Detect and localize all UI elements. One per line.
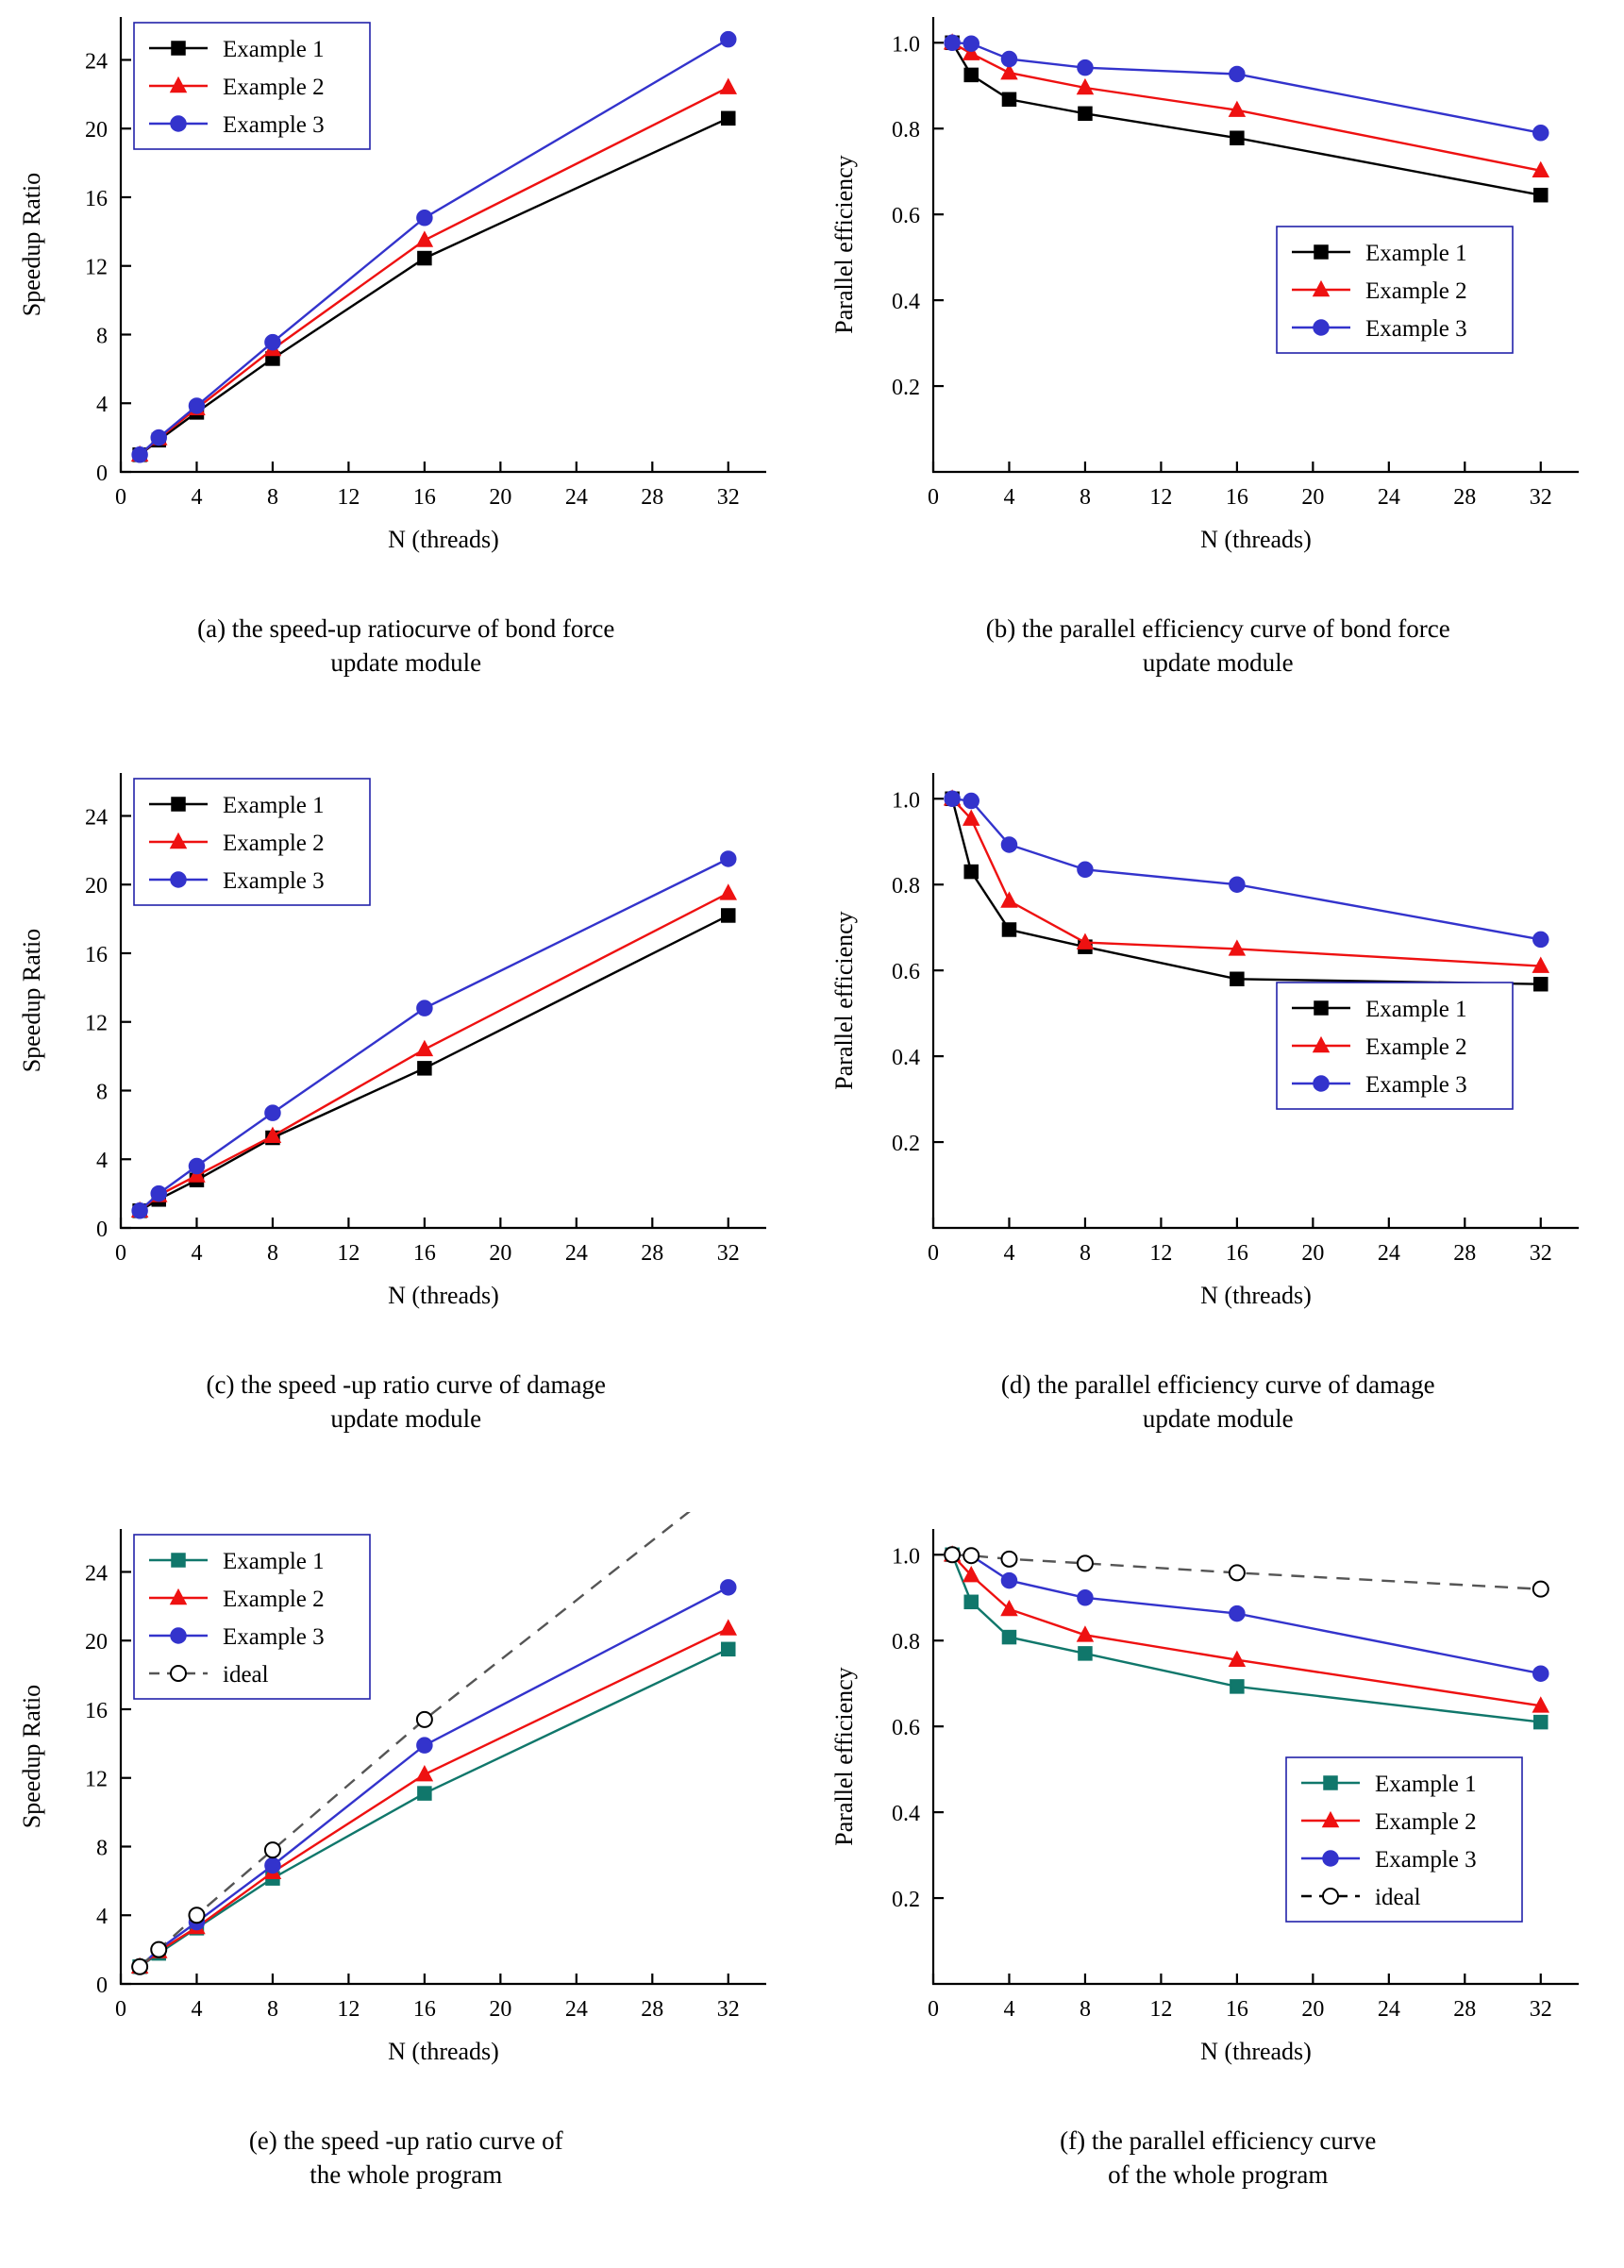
series-1-marker (1078, 107, 1091, 120)
x-tick-label: 16 (1225, 1241, 1248, 1266)
y-tick-label: 4 (96, 1149, 108, 1174)
y-axis-title: Parallel efficiency (829, 1667, 858, 1846)
series-3-marker (189, 1159, 204, 1174)
legend-label: Example 3 (1364, 316, 1467, 342)
x-tick-label: 4 (191, 485, 203, 510)
x-tick-label: 28 (1452, 1997, 1476, 2022)
x-tick-label: 32 (716, 485, 740, 510)
y-axis-title: Speedup Ratio (18, 928, 45, 1073)
x-tick-label: 4 (191, 1241, 203, 1266)
legend (134, 23, 370, 149)
series-3-marker (265, 1105, 280, 1120)
caption-d-line2: update module (1142, 1404, 1294, 1434)
series-3-marker (945, 791, 960, 806)
series-3-marker (1532, 126, 1548, 141)
series-3-marker (721, 32, 736, 47)
series-line-4 (952, 1554, 1541, 1588)
series-3-marker (1229, 1606, 1244, 1621)
series-2-marker (721, 79, 736, 93)
series-3-marker (151, 1186, 166, 1201)
series-2-marker (417, 232, 432, 246)
x-tick-label: 20 (489, 1997, 512, 2022)
legend-label: Example 2 (1364, 278, 1467, 304)
y-tick-label: 0.2 (891, 376, 920, 401)
x-axis-title: N (threads) (388, 526, 499, 553)
series-line-1 (140, 118, 728, 455)
legend-label: Example 3 (223, 112, 325, 138)
x-tick-label: 32 (1529, 485, 1552, 510)
x-tick-label: 8 (1079, 1241, 1091, 1266)
x-tick-label: 0 (115, 1997, 126, 2022)
series-4-marker (1532, 1582, 1548, 1597)
x-tick-label: 12 (1148, 1997, 1172, 2022)
series-3-marker (132, 447, 147, 462)
legend-marker (171, 872, 186, 887)
chart-e (0, 1512, 812, 2116)
y-tick-label: 24 (85, 49, 108, 75)
x-tick-label: 12 (337, 1241, 360, 1266)
series-3-marker (417, 1000, 432, 1016)
series-4-marker (132, 1959, 147, 1974)
x-axis-title: N (threads) (1199, 526, 1312, 553)
series-2-marker (721, 885, 736, 899)
series-1-marker (722, 111, 735, 125)
legend-marker (172, 42, 185, 55)
series-1-marker (418, 1062, 431, 1075)
series-3-marker (1001, 52, 1016, 67)
legend (1277, 983, 1513, 1109)
y-tick-label: 0.2 (891, 1888, 920, 1913)
series-3-marker (1532, 1666, 1548, 1681)
x-tick-label: 20 (489, 485, 512, 510)
series-2-marker (721, 1621, 736, 1635)
legend-label: ideal (223, 1662, 269, 1688)
y-tick-label: 24 (85, 805, 108, 831)
x-tick-label: 28 (641, 1997, 664, 2022)
y-tick-label: 0.8 (891, 1630, 920, 1655)
y-tick-label: 24 (85, 1561, 108, 1587)
series-4-marker (945, 1547, 960, 1562)
caption-e (0, 2124, 812, 2192)
legend (134, 779, 370, 905)
y-tick-label: 0.6 (891, 204, 920, 229)
series-3-marker (417, 1738, 432, 1753)
x-tick-label: 12 (337, 485, 360, 510)
legend-label: Example 3 (223, 868, 325, 894)
x-tick-label: 8 (266, 485, 278, 510)
x-tick-label: 32 (1529, 1997, 1552, 2022)
legend-label: Example 1 (223, 1549, 325, 1574)
x-axis-title: N (threads) (388, 2038, 499, 2065)
chart-c (0, 756, 812, 1360)
x-tick-label: 0 (927, 485, 939, 510)
y-axis-title: Speedup Ratio (18, 1684, 45, 1829)
x-tick-label: 16 (1225, 485, 1248, 510)
y-tick-label: 0 (96, 1974, 108, 1998)
x-axis-title: N (threads) (388, 1282, 499, 1309)
caption-b-line2: update module (1142, 648, 1294, 678)
caption-c (0, 1368, 812, 1436)
y-tick-label: 0.4 (891, 1802, 920, 1827)
x-tick-label: 12 (1148, 1241, 1172, 1266)
series-1-marker (1002, 1631, 1015, 1644)
caption-a-line2: update module (330, 648, 482, 678)
x-tick-label: 8 (266, 1241, 278, 1266)
legend-label: ideal (1374, 1885, 1421, 1910)
y-tick-label: 8 (96, 1080, 108, 1105)
series-3-marker (721, 851, 736, 866)
series-1-marker (964, 68, 978, 81)
chart-a (0, 0, 812, 604)
y-tick-label: 20 (85, 118, 108, 143)
y-tick-label: 4 (96, 1905, 108, 1930)
caption-b (812, 612, 1624, 680)
series-3-marker (189, 398, 204, 413)
panel-d (812, 756, 1624, 1512)
panel-b (812, 0, 1624, 756)
series-1-marker (1078, 1647, 1091, 1660)
series-1-marker (418, 252, 431, 265)
panel-c (0, 756, 812, 1512)
x-tick-label: 8 (1079, 1997, 1091, 2022)
legend-label: Example 3 (1374, 1847, 1477, 1873)
series-3-marker (721, 1580, 736, 1595)
x-tick-label: 16 (1225, 1997, 1248, 2022)
caption-d (812, 1368, 1624, 1436)
x-tick-label: 16 (412, 1997, 436, 2022)
series-3-marker (963, 794, 979, 809)
series-3-marker (417, 210, 432, 226)
series-1-marker (1230, 972, 1243, 985)
x-tick-label: 32 (1529, 1241, 1552, 1266)
series-4-marker (151, 1942, 166, 1957)
series-line-1 (952, 42, 1541, 194)
series-1-marker (1002, 923, 1015, 936)
y-tick-label: 1.0 (891, 788, 920, 814)
plot-area (18, 17, 766, 553)
caption-a-line1: (a) the speed-up ratiocurve of bond force (197, 614, 615, 643)
series-line-1 (952, 798, 1541, 983)
x-tick-label: 16 (412, 485, 436, 510)
legend-marker (1323, 1889, 1338, 1904)
x-tick-label: 4 (1002, 1241, 1014, 1266)
y-tick-label: 0.8 (891, 118, 920, 143)
legend-label: Example 1 (223, 793, 325, 818)
legend-marker (1314, 1076, 1329, 1091)
x-tick-label: 4 (1002, 485, 1014, 510)
y-tick-label: 0 (96, 462, 108, 486)
series-line-2 (952, 798, 1541, 966)
legend-marker (171, 116, 186, 131)
y-axis-title: Parallel efficiency (829, 911, 858, 1090)
x-tick-label: 0 (927, 1241, 939, 1266)
legend-label: Example 2 (223, 75, 325, 100)
legend-label: Example 1 (1374, 1772, 1477, 1797)
x-tick-label: 20 (1300, 1997, 1324, 2022)
series-1-marker (964, 1595, 978, 1608)
y-tick-label: 12 (85, 1767, 108, 1792)
x-tick-label: 8 (266, 1997, 278, 2022)
series-2-marker (1001, 893, 1016, 907)
caption-b-line1: (b) the parallel efficiency curve of bond force (985, 614, 1450, 643)
chart-f (812, 1512, 1624, 2116)
legend-marker (1323, 1851, 1338, 1866)
caption-a (0, 612, 812, 680)
x-tick-label: 28 (1452, 485, 1476, 510)
y-tick-label: 1.0 (891, 32, 920, 58)
y-tick-label: 16 (85, 1698, 108, 1723)
series-4-marker (1001, 1552, 1016, 1567)
series-1-marker (964, 865, 978, 879)
legend-marker (172, 798, 185, 811)
legend-marker (171, 1666, 186, 1681)
x-tick-label: 28 (641, 485, 664, 510)
series-3-marker (151, 430, 166, 445)
x-tick-label: 24 (1377, 485, 1400, 510)
y-tick-label: 0.6 (891, 1716, 920, 1741)
x-tick-label: 28 (1452, 1241, 1476, 1266)
y-tick-label: 16 (85, 186, 108, 211)
legend-label: Example 2 (223, 1587, 325, 1612)
legend-label: Example 1 (1364, 241, 1467, 266)
x-tick-label: 12 (337, 1997, 360, 2022)
caption-e-line2: the whole program (310, 2160, 503, 2190)
legend-marker (1314, 245, 1328, 259)
series-3-marker (265, 1857, 280, 1873)
y-tick-label: 0.2 (891, 1132, 920, 1157)
legend-label: Example 2 (1364, 1034, 1467, 1060)
x-tick-label: 20 (1300, 485, 1324, 510)
legend-marker (1314, 320, 1329, 335)
x-tick-label: 24 (1377, 1241, 1400, 1266)
series-4-marker (417, 1712, 432, 1727)
x-tick-label: 0 (115, 485, 126, 510)
series-1-marker (418, 1787, 431, 1800)
y-tick-label: 0 (96, 1218, 108, 1242)
series-3-marker (1229, 877, 1244, 892)
y-tick-label: 20 (85, 1630, 108, 1655)
series-4-marker (1077, 1555, 1092, 1571)
series-3-marker (1001, 1573, 1016, 1588)
x-tick-label: 0 (115, 1241, 126, 1266)
series-3-marker (1001, 837, 1016, 852)
x-tick-label: 24 (564, 1241, 588, 1266)
caption-c-line2: update module (330, 1404, 482, 1434)
x-tick-label: 8 (1079, 485, 1091, 510)
x-axis-title: N (threads) (1199, 2038, 1312, 2065)
x-tick-label: 28 (641, 1241, 664, 1266)
y-tick-label: 8 (96, 1836, 108, 1861)
legend-marker (172, 1554, 185, 1567)
series-1-marker (722, 909, 735, 922)
legend-label: Example 3 (1364, 1072, 1467, 1098)
series-line-1 (952, 1554, 1541, 1722)
x-tick-label: 20 (1300, 1241, 1324, 1266)
series-3-marker (1077, 862, 1092, 877)
plot-area (18, 773, 766, 1309)
legend-label: Example 1 (1364, 997, 1467, 1022)
y-tick-label: 0.6 (891, 960, 920, 985)
series-4-marker (1229, 1565, 1244, 1580)
y-tick-label: 12 (85, 255, 108, 280)
series-1-marker (1002, 92, 1015, 106)
series-3-marker (1532, 932, 1548, 947)
y-tick-label: 20 (85, 874, 108, 899)
legend-label: Example 2 (1374, 1809, 1477, 1835)
legend-label: Example 2 (223, 831, 325, 856)
y-tick-label: 0.4 (891, 290, 920, 315)
y-axis-title: Speedup Ratio (18, 172, 45, 317)
legend-marker (1324, 1776, 1337, 1789)
series-2-marker (417, 1767, 432, 1781)
legend-marker (171, 1628, 186, 1643)
caption-f (812, 2124, 1624, 2192)
panel-a (0, 0, 812, 756)
x-tick-label: 4 (191, 1997, 203, 2022)
series-3-marker (265, 335, 280, 350)
series-4-marker (265, 1842, 280, 1857)
series-1-marker (1533, 189, 1547, 202)
legend (1277, 227, 1513, 353)
series-4-marker (963, 1548, 979, 1563)
y-axis-title: Parallel efficiency (829, 155, 858, 334)
series-line-1 (140, 916, 728, 1211)
plot-area (18, 1512, 766, 2065)
series-1-marker (1533, 978, 1547, 991)
legend-label: Example 1 (223, 37, 325, 62)
series-line-2 (952, 1554, 1541, 1705)
series-2-marker (417, 1041, 432, 1055)
series-1-marker (1230, 131, 1243, 144)
y-tick-label: 16 (85, 942, 108, 967)
x-tick-label: 16 (412, 1241, 436, 1266)
caption-d-line1: (d) the parallel efficiency curve of damage (1000, 1370, 1435, 1399)
y-tick-label: 12 (85, 1011, 108, 1036)
x-axis-title: N (threads) (1199, 1282, 1312, 1309)
y-tick-label: 1.0 (891, 1544, 920, 1570)
caption-f-line2: of the whole program (1108, 2160, 1329, 2190)
y-tick-label: 0.4 (891, 1046, 920, 1071)
x-tick-label: 24 (1377, 1997, 1400, 2022)
caption-c-line1: (c) the speed -up ratio curve of damage (206, 1370, 607, 1399)
chart-d (812, 756, 1624, 1360)
legend-label: Example 3 (223, 1624, 325, 1650)
y-tick-label: 4 (96, 393, 108, 418)
legend-marker (1314, 1001, 1328, 1015)
y-tick-label: 0.8 (891, 874, 920, 899)
x-tick-label: 32 (716, 1241, 740, 1266)
series-line-3 (140, 859, 728, 1211)
panel-f (812, 1512, 1624, 2268)
series-3-marker (963, 36, 979, 51)
series-3-marker (1229, 66, 1244, 81)
legend (1286, 1757, 1522, 1922)
caption-e-line1: (e) the speed -up ratio curve of (248, 2126, 563, 2155)
y-tick-label: 8 (96, 324, 108, 349)
x-tick-label: 4 (1002, 1997, 1014, 2022)
series-3-marker (945, 35, 960, 50)
series-3-marker (132, 1203, 147, 1218)
x-tick-label: 24 (564, 1997, 588, 2022)
series-4-marker (189, 1907, 204, 1923)
series-1-marker (722, 1642, 735, 1655)
series-3-marker (1077, 1590, 1092, 1605)
series-1-marker (1533, 1716, 1547, 1729)
x-tick-label: 12 (1148, 485, 1172, 510)
legend (134, 1535, 370, 1699)
panel-e (0, 1512, 812, 2268)
x-tick-label: 32 (716, 1997, 740, 2022)
x-tick-label: 0 (927, 1997, 939, 2022)
series-line-3 (952, 42, 1541, 133)
series-1-marker (1230, 1680, 1243, 1693)
x-tick-label: 24 (564, 485, 588, 510)
series-3-marker (1077, 60, 1092, 76)
caption-f-line1: (f) the parallel efficiency curve (1060, 2126, 1377, 2155)
x-tick-label: 20 (489, 1241, 512, 1266)
chart-b (812, 0, 1624, 604)
